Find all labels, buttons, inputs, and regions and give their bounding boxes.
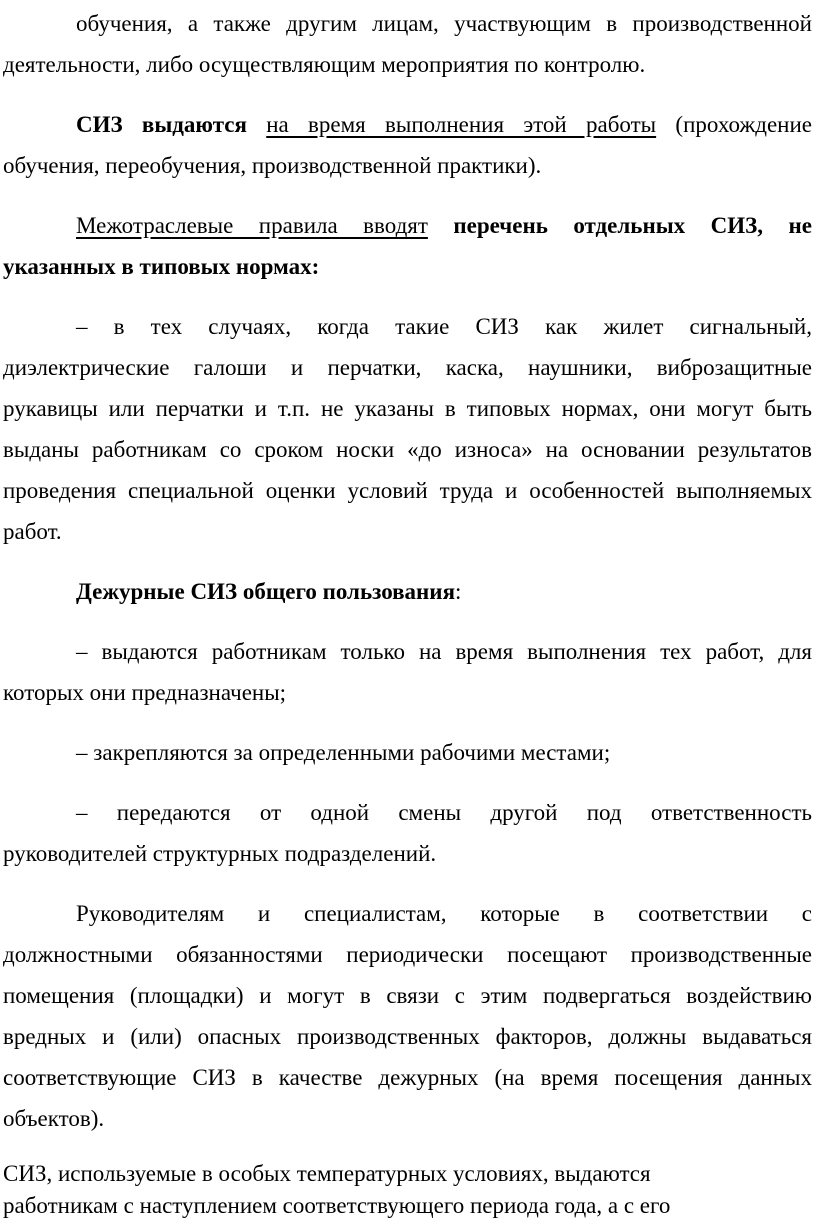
text-segment: (прохождение	[656, 112, 812, 137]
text-segment-bold: перечень отдельных СИЗ, не	[453, 213, 812, 238]
text-segment: работникам с наступлением соответствующего периода года, а с его	[3, 1193, 671, 1218]
paragraph-duty-siz-assigned-to-workplaces	[3, 732, 812, 773]
text-line	[3, 934, 812, 975]
text-segment: вредных и (или) опасных производственных факторов, должны выдаваться	[3, 1024, 812, 1049]
text-line	[3, 388, 812, 429]
text-line	[3, 1057, 812, 1098]
text-line	[3, 732, 812, 773]
text-segment: проведения специальной оценки условий труда и особенностей выполняемых	[3, 478, 812, 503]
text-segment: – закрепляются за определенными рабочими местами;	[76, 740, 611, 765]
text-segment: – передаются от одной смены другой под ответственность	[76, 800, 812, 825]
paragraph-intersectoral-rules-list	[3, 205, 812, 287]
text-segment: обучения, переобучения, производственной практики).	[3, 153, 542, 178]
paragraph-duty-siz-heading	[3, 571, 812, 612]
paragraph-siz-temperature-conditions	[3, 1158, 812, 1222]
text-line	[3, 470, 812, 511]
text-segment: должностными обязанностями периодически посещают производственные	[3, 942, 812, 967]
text-line	[3, 347, 812, 388]
text-segment: выданы работникам со сроком носки «до износа» на основании результатов	[3, 437, 812, 462]
text-segment: соответствующие СИЗ в качестве дежурных (на время посещения данных	[3, 1065, 812, 1090]
paragraph-duty-siz-passed-between-shifts	[3, 792, 812, 874]
text-segment-bold: указанных в типовых нормах:	[3, 254, 320, 279]
text-segment-underlined: Межотраслевые правила вводят	[76, 213, 428, 238]
text-line	[3, 631, 812, 672]
text-segment: – в тех случаях, когда такие СИЗ как жилет сигнальный,	[76, 314, 812, 339]
text-line	[3, 975, 812, 1016]
text-segment: Руководителям и специалистам, которые в соответствии с	[76, 901, 812, 926]
text-line	[3, 429, 812, 470]
text-line	[3, 792, 812, 833]
text-segment: диэлектрические галоши и перчатки, каска, наушники, виброзащитные	[3, 355, 812, 380]
text-segment: – выдаются работникам только на время выполнения тех работ, для	[76, 639, 812, 664]
text-line	[3, 306, 812, 347]
paragraph-managers-and-specialists	[3, 893, 812, 1139]
paragraph-duty-siz-issued-only-for-work	[3, 631, 812, 713]
text-segment: объектов).	[3, 1106, 105, 1131]
paragraph-siz-issued-for-work-duration	[3, 104, 812, 186]
text-segment: рукавицы или перчатки и т.п. не указаны в типовых нормах, они могут быть	[3, 396, 812, 421]
paragraph-continuation-other-persons	[3, 3, 812, 85]
text-segment: :	[455, 579, 462, 604]
text-line	[3, 893, 812, 934]
text-line	[3, 145, 812, 186]
paragraph-cases-not-listed-in-norms	[3, 306, 812, 552]
text-segment	[428, 213, 453, 238]
text-line	[3, 1158, 812, 1190]
text-line	[3, 1098, 812, 1139]
text-line	[3, 205, 812, 246]
text-segment: руководителей структурных подразделений.	[3, 841, 437, 866]
text-segment: работ.	[3, 519, 62, 544]
text-line	[3, 833, 812, 874]
text-segment-bold: СИЗ выдаются	[76, 112, 267, 137]
text-segment: обучения, а также другим лицам, участвующим в производственной	[76, 11, 812, 36]
text-line	[3, 246, 812, 287]
text-segment: помещения (площадки) и могут в связи с этим подвергаться воздействию	[3, 983, 812, 1008]
text-line	[3, 104, 812, 145]
text-line	[3, 1190, 812, 1222]
text-segment-bold: Дежурные СИЗ общего пользования	[76, 579, 456, 604]
text-segment: деятельности, либо осуществляющим мероприятия по контролю.	[3, 52, 646, 77]
text-line	[3, 672, 812, 713]
text-segment: которых они предназначены;	[3, 680, 287, 705]
text-segment-underlined: на время выполнения этой работы	[266, 112, 657, 137]
text-line	[3, 44, 812, 85]
text-line	[3, 571, 812, 612]
text-segment: СИЗ, используемые в особых температурных условиях, выдаются	[3, 1161, 651, 1186]
text-line	[3, 3, 812, 44]
text-line	[3, 1016, 812, 1057]
text-line	[3, 511, 812, 552]
